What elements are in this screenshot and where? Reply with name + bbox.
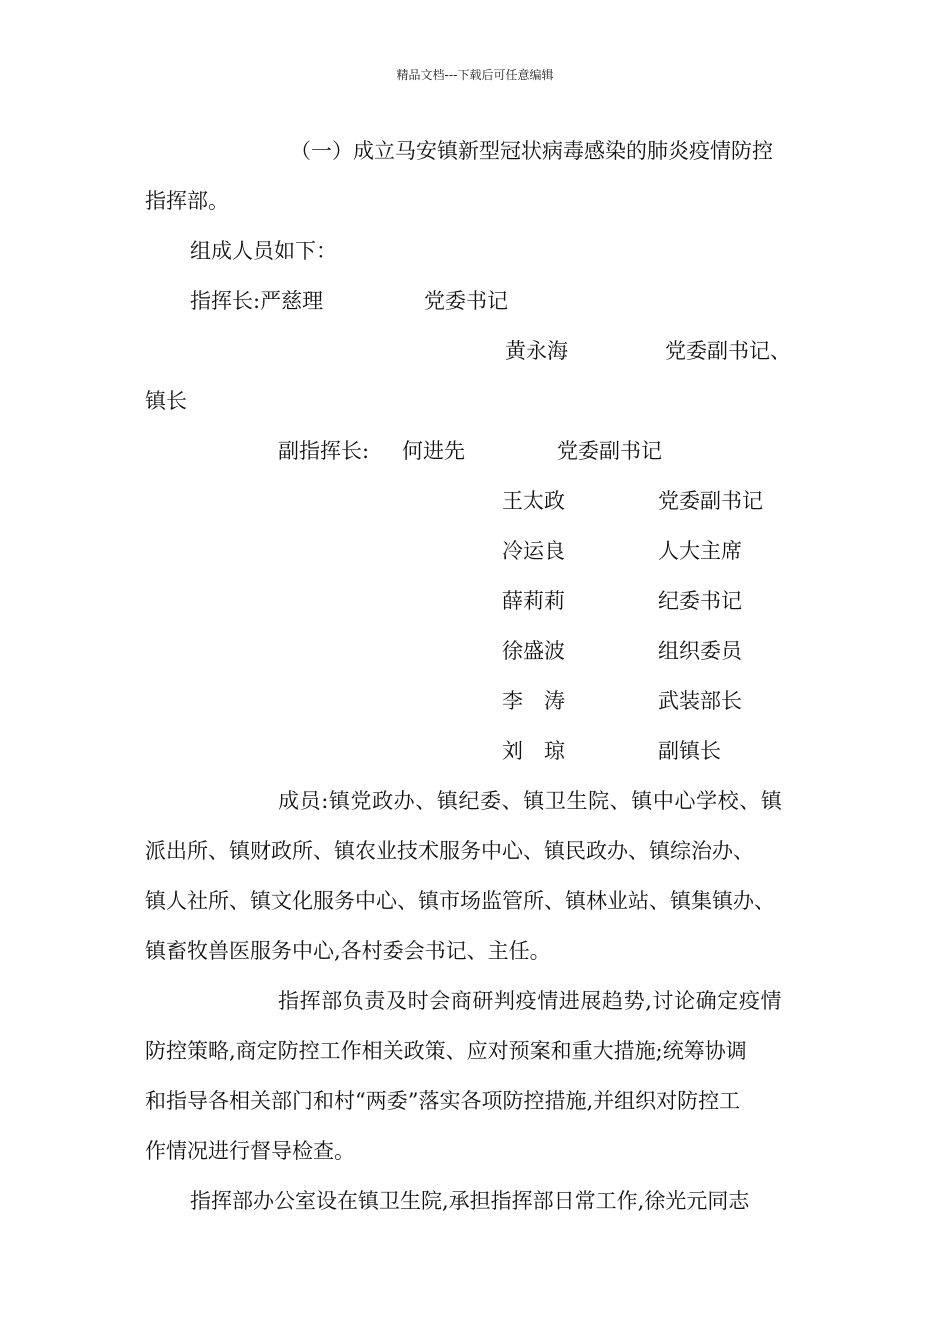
commander-label: 指挥长:严慈理 (190, 289, 324, 313)
commander2-name: 黄永海 (505, 339, 568, 363)
deputy-name: 李 涛 (502, 689, 565, 713)
members-line: 镇畜牧兽医服务中心,各村委会书记、主任。 (145, 939, 551, 963)
duty-line: 和指导各相关部门和村“两委”落实各项防控措施,并组织对防控工 (145, 1089, 741, 1113)
duty-line: 作情况进行督导检查。 (145, 1139, 355, 1163)
deputy-title: 纪委书记 (658, 589, 742, 613)
deputy-title: 武装部长 (658, 689, 742, 713)
members-line: 成员:镇党政办、镇纪委、镇卫生院、镇中心学校、镇 (278, 789, 783, 813)
deputy-title: 党委副书记 (557, 439, 662, 463)
deputy-name: 王太政 (502, 489, 565, 513)
members-line: 镇人社所、镇文化服务中心、镇市场监管所、镇林业站、镇集镇办、 (145, 889, 775, 913)
deputy-name: 徐盛波 (502, 639, 565, 663)
members-line: 派出所、镇财政所、镇农业技术服务中心、镇民政办、镇综治办、 (145, 839, 754, 863)
deputy-name: 何进先 (402, 439, 465, 463)
heading-line-1: （一）成立马安镇新型冠状病毒感染的肺炎疫情防控 (290, 139, 773, 163)
page-header: 精品文档---下载后可任意编辑 (396, 68, 554, 82)
commander2-title: 党委副书记、 (665, 339, 791, 363)
duty-line: 指挥部负责及时会商研判疫情进展趋势,讨论确定疫情 (278, 989, 783, 1013)
deputy-name: 薛莉莉 (502, 589, 565, 613)
office-line: 指挥部办公室设在镇卫生院,承担指挥部日常工作,徐光元同志 (190, 1189, 750, 1213)
commander2-title-cont: 镇长 (145, 389, 187, 413)
deputy-label: 副指挥长: (278, 439, 370, 463)
deputy-name: 冷运良 (502, 539, 565, 563)
deputy-name: 刘 琼 (502, 739, 565, 763)
deputy-title: 副镇长 (658, 739, 721, 763)
heading-line-2: 指挥部。 (145, 189, 229, 213)
deputy-title: 党委副书记 (658, 489, 763, 513)
commander-title: 党委书记 (424, 289, 508, 313)
deputy-title: 人大主席 (658, 539, 742, 563)
deputy-title: 组织委员 (658, 639, 742, 663)
duty-line: 防控策略,商定防控工作相关政策、应对预案和重大措施;统筹协调 (145, 1039, 747, 1063)
intro-text: 组成人员如下： (190, 239, 337, 263)
